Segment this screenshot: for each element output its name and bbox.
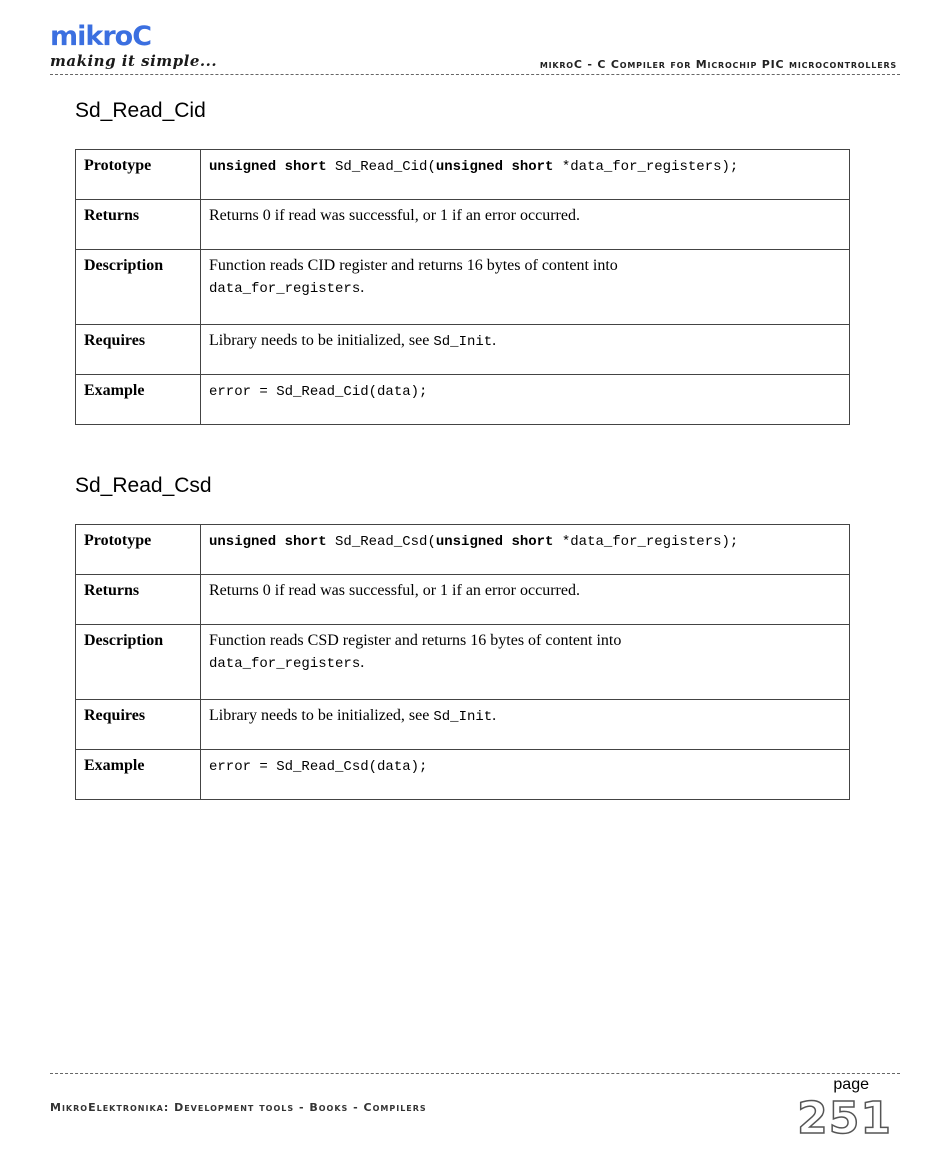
header-brand: mikroC <box>539 58 583 71</box>
row-label: Prototype <box>76 525 201 575</box>
row-label: Example <box>76 375 201 425</box>
function-name: Sd_Read_Csd( <box>326 534 436 550</box>
table-row <box>76 150 850 200</box>
row-label: Example <box>76 750 201 800</box>
header-divider <box>50 74 900 75</box>
table-row <box>76 525 850 575</box>
requires-text: Library needs to be initialized, see <box>209 707 434 724</box>
requires-value <box>201 325 850 375</box>
keyword: unsigned short <box>209 159 327 175</box>
params: *data_for_registers); <box>553 534 739 550</box>
page-number: 251 <box>797 1093 892 1144</box>
section-title: Sd_Read_Cid <box>75 99 206 122</box>
punct: . <box>492 332 497 349</box>
table-row <box>76 575 850 625</box>
table-row <box>76 750 850 800</box>
logo: mikroC <box>50 21 152 52</box>
requires-value <box>201 700 850 750</box>
requires-text: Library needs to be initialized, see <box>209 332 434 349</box>
table-row <box>76 325 850 375</box>
keyword: unsigned short <box>435 159 554 175</box>
code-ref: data_for_registers <box>209 656 361 672</box>
table-row <box>76 625 850 700</box>
prototype-value <box>201 150 850 200</box>
page-label: page <box>833 1076 869 1093</box>
table-row <box>76 250 850 325</box>
keyword: unsigned short <box>435 534 554 550</box>
row-label: Description <box>76 625 201 700</box>
example-code: error = Sd_Read_Cid(data); <box>209 384 428 400</box>
table-row <box>76 700 850 750</box>
row-label: Prototype <box>76 150 201 200</box>
keyword: unsigned short <box>209 534 327 550</box>
row-label: Requires <box>76 700 201 750</box>
tagline: making it simple... <box>50 52 218 70</box>
header-title <box>540 58 897 71</box>
description-text: Function reads CID register and returns 16 bytes of content into <box>209 257 618 274</box>
row-label: Description <box>76 250 201 325</box>
description-value <box>201 250 850 325</box>
function-table <box>75 524 850 800</box>
footer-text: MikroElektronika: Development tools - Books - Compilers <box>50 1101 427 1114</box>
row-label: Requires <box>76 325 201 375</box>
example-code: error = Sd_Read_Csd(data); <box>209 759 428 775</box>
table-row <box>76 200 850 250</box>
footer-divider <box>50 1073 900 1074</box>
description-value <box>201 625 850 700</box>
code-ref: data_for_registers <box>209 281 361 297</box>
returns-value: Returns 0 if read was successful, or 1 if an error occurred. <box>201 575 850 625</box>
punct: . <box>492 707 497 724</box>
punct: . <box>360 279 365 296</box>
row-label: Returns <box>76 575 201 625</box>
section-title: Sd_Read_Csd <box>75 474 212 497</box>
table-row <box>76 375 850 425</box>
function-table <box>75 149 850 425</box>
example-value <box>201 375 850 425</box>
function-name: Sd_Read_Cid( <box>326 159 436 175</box>
punct: . <box>360 654 365 671</box>
example-value <box>201 750 850 800</box>
row-label: Returns <box>76 200 201 250</box>
code-ref: Sd_Init <box>433 334 493 350</box>
header-subtitle: - C Compiler for Microchip PIC microcontrollers <box>582 58 897 71</box>
params: *data_for_registers); <box>553 159 739 175</box>
description-text: Function reads CSD register and returns 16 bytes of content into <box>209 632 622 649</box>
prototype-value <box>201 525 850 575</box>
code-ref: Sd_Init <box>433 709 493 725</box>
returns-value: Returns 0 if read was successful, or 1 if an error occurred. <box>201 200 850 250</box>
